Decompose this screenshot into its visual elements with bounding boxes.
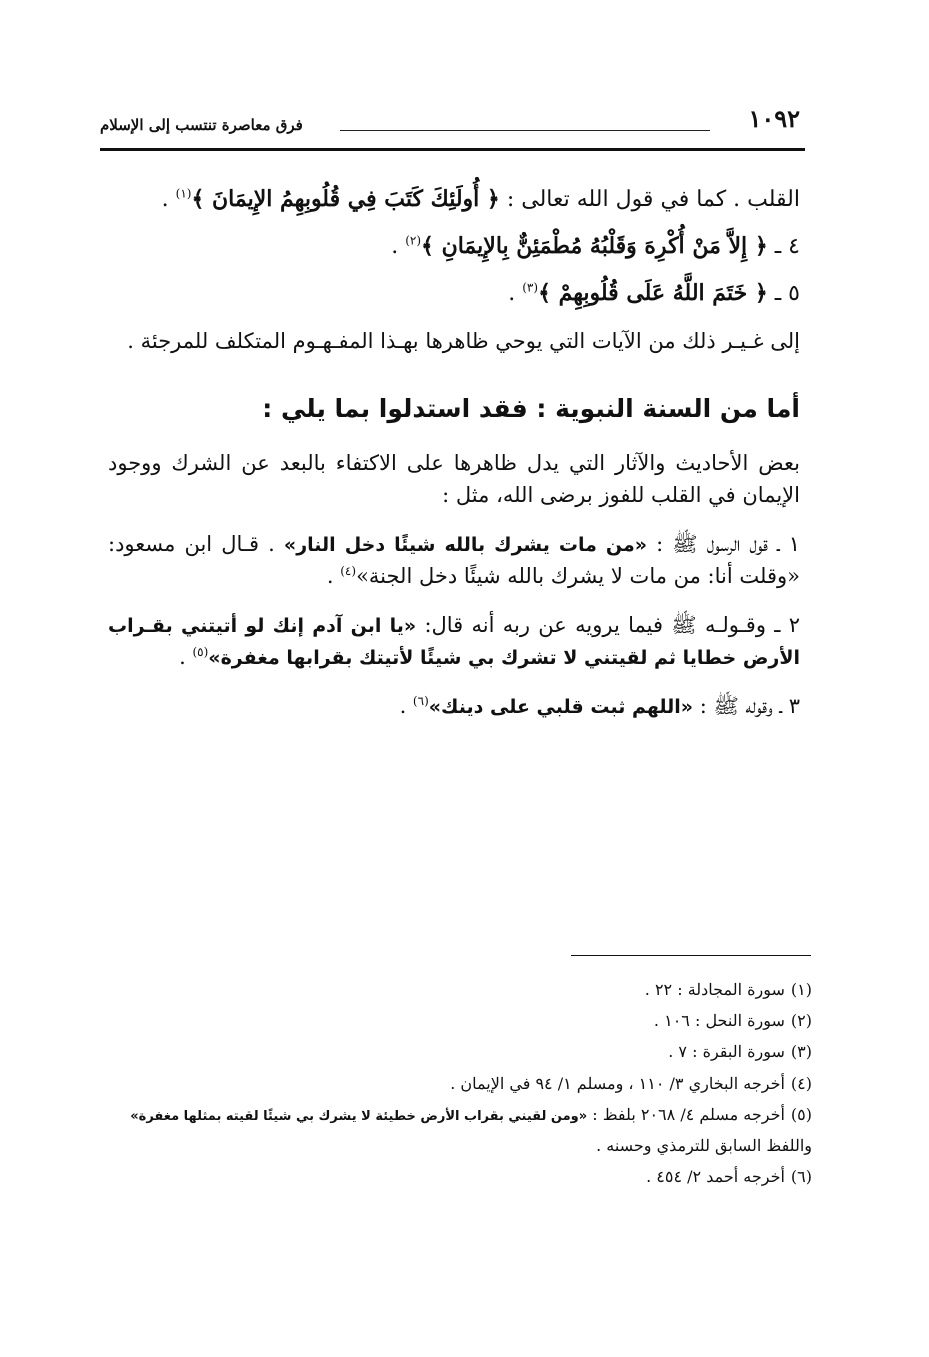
footnote-4 <box>100 1068 812 1099</box>
punctuation: . <box>326 564 341 589</box>
page-header <box>100 104 800 144</box>
footnote-text: سورة المجادلة : ٢٢ . <box>644 980 785 999</box>
list-item-4 <box>108 229 800 264</box>
header-rule <box>100 148 805 151</box>
quran-verse: ﴿ إِلاَّ مَنْ أُكْرِهَ وَقَلْبُهُ مُطْمَئِنٌّ بِالإِيمَانِ ﴾ <box>421 233 768 260</box>
footnote-text: أخرجه البخاري ٣/ ١١٠ ، ومسلم ١/ ٩٤ في الإيمان . <box>450 1073 785 1093</box>
verse-line-1 <box>108 182 800 217</box>
paragraph-1: إلى غـيـر ذلك من الآيات التي يوحي ظاهرها بهـذا المفـهـوم المتكلف للمرجئة . <box>127 329 800 354</box>
footnotes <box>100 974 812 1192</box>
footnote-3 <box>100 1036 812 1067</box>
list-item-5 <box>108 276 800 311</box>
footnote-number: (٥) <box>790 1104 812 1124</box>
footnote-ref[interactable]: (٥) <box>192 645 209 660</box>
main-text <box>108 170 800 722</box>
header-divider <box>340 130 710 131</box>
quran-verse: ﴿ خَتَمَ اللَّهُ عَلَى قُلُوبِهِمْ ﴾ <box>538 280 768 307</box>
hadith-item-3 <box>108 690 800 723</box>
footnote-divider <box>571 955 811 956</box>
page-number: ١٠٩٢ <box>748 104 800 133</box>
punctuation: . <box>161 187 176 212</box>
quran-verse: ﴿ أُولَئِكَ كَتَبَ فِي قُلُوبِهِمُ الإِيمَانَ ﴾ <box>191 186 500 212</box>
item-number: ٤ ـ <box>767 234 800 260</box>
footnote-ref[interactable]: (٤) <box>340 564 357 579</box>
footnote-number: (٢) <box>790 1011 812 1031</box>
footnote-text: أخرجه مسلم ٤/ ٢٠٦٨ بلفظ : <box>587 1104 785 1124</box>
hadith-intro: ٢ ـ وقـولـه ﷺ فيما يرويه عن ربه أنه قال: <box>416 612 800 637</box>
hadith-text: «اللهم ثبت قلبي على دينك» <box>428 695 694 718</box>
footnote-number: (٤) <box>790 1073 812 1093</box>
hadith-text: «من مات يشرك بالله شيئًا دخل النار» <box>283 533 648 556</box>
footnote-text: سورة البقرة : ٧ . <box>668 1042 785 1062</box>
footnote-5 <box>100 1099 812 1161</box>
footnote-ref[interactable]: (٢) <box>405 233 422 248</box>
paragraph-2: بعض الأحاديث والآثار التي يدل ظاهرها على الاكتفاء بالبعد عن الشرك ووجود الإيمان في القلب للفوز برضى الله، مثل : <box>108 450 800 508</box>
footnote-6 <box>100 1161 812 1192</box>
hadith-intro: ١ ـ قول الرسول ﷺ : <box>647 531 800 556</box>
footnote-ref[interactable]: (١) <box>175 186 192 201</box>
footnote-1 <box>100 974 812 1005</box>
running-title: فرق معاصرة تنتسب إلى الإسلام <box>100 116 303 134</box>
footnote-number: (٦) <box>790 1167 812 1187</box>
punctuation: . <box>508 281 523 307</box>
section-heading: أما من السنة النبوية : فقد استدلوا بما يلي : <box>262 393 800 423</box>
line1-text: القلب . كما في قول الله تعالى : <box>499 187 800 212</box>
footnote-number: (١) <box>790 980 812 999</box>
footnote-text: أخرجه أحمد ٢/ ٤٥٤ . <box>646 1167 785 1187</box>
hadith-text: «يا ابن آدم إنك لو أتيتني بقـراب الأرض خطايا ثم لقيتني لا تشرك بي شيئًا لأتيتك بقرابها مغفرة» <box>108 614 800 670</box>
footnote-2 <box>100 1005 812 1036</box>
item-number: ٥ ـ <box>767 281 800 307</box>
footnote-ref[interactable]: (٦) <box>412 693 429 708</box>
punctuation: . <box>399 693 413 718</box>
footnote-number: (٣) <box>790 1042 812 1062</box>
hadith-rest: . قـال ابن مسعود: «وقلت أنا: من مات لا يشرك بالله شيئًا دخل الجنة» <box>108 531 800 589</box>
footnote-text-continued: واللفظ السابق للترمذي وحسنه . <box>596 1135 812 1155</box>
footnote-text: سورة النحل : ١٠٦ . <box>653 1011 785 1031</box>
punctuation: . <box>391 234 406 260</box>
punctuation: . <box>179 645 193 670</box>
hadith-intro: ٣ ـ وقوله ﷺ : <box>693 693 800 718</box>
hadith-item-2 <box>108 609 800 674</box>
hadith-item-1 <box>108 528 800 593</box>
footnote-hadith-text: «ومن لقيني بقراب الأرض خطيئة لا يشرك بي شيئًا لقيته بمثلها مغفرة» <box>130 1108 588 1124</box>
footnote-ref[interactable]: (٣) <box>522 280 539 295</box>
